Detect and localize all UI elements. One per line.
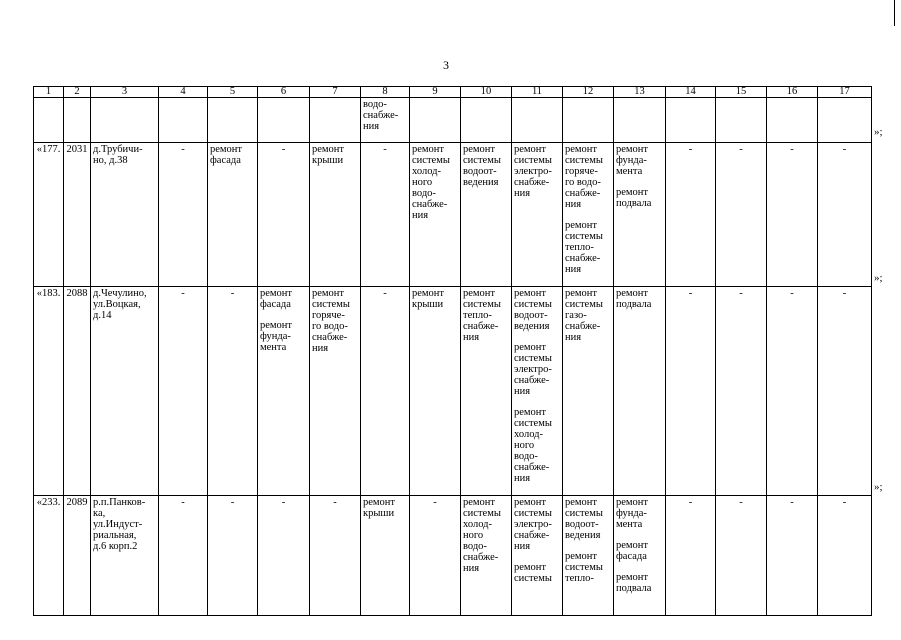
column-number: 15 (716, 87, 767, 98)
work-item (616, 288, 663, 310)
empty-dash-cell: - (310, 496, 361, 616)
empty-dash-cell: - (666, 287, 716, 496)
work-item-line: подвала (616, 198, 652, 209)
work-item-line: подвала (616, 583, 652, 594)
work-cell (512, 287, 563, 496)
work-item (463, 144, 509, 188)
work-item-line: ния (565, 332, 582, 343)
work-item-line: го водо- (312, 321, 348, 332)
work-item-line: ремонт (616, 187, 649, 198)
work-item (312, 144, 358, 166)
empty-dash-cell: - (767, 143, 818, 287)
work-item-line: системы (514, 508, 552, 519)
empty-dash-cell: - (258, 143, 310, 287)
work-item-line: ния (514, 473, 531, 484)
empty-dash-cell: - (159, 143, 208, 287)
table-cell (64, 98, 91, 143)
work-item-line: электро- (514, 519, 552, 530)
work-item-line: ния (514, 188, 531, 199)
work-item-line: го водо- (565, 177, 601, 188)
work-cell (461, 143, 512, 287)
row-end-mark: »; (874, 126, 883, 138)
work-item-line: тепло- (565, 242, 594, 253)
work-cell (512, 143, 563, 287)
work-cell (410, 287, 461, 496)
work-item-line: снабже- (312, 332, 348, 343)
work-item-line: ремонт (463, 144, 496, 155)
work-item (616, 572, 663, 594)
work-item-line: ремонт (565, 220, 598, 231)
work-item-line: системы (514, 299, 552, 310)
work-item-line: системы (565, 562, 603, 573)
cell-text-line: ния (363, 121, 380, 132)
work-item (565, 220, 611, 275)
work-cell (563, 143, 614, 287)
work-cell (461, 287, 512, 496)
work-item-line: мента (616, 166, 643, 177)
work-item-line: системы (463, 155, 501, 166)
work-item-line: системы (565, 508, 603, 519)
work-item-line: ремонт (514, 288, 547, 299)
work-item-line: системы (565, 299, 603, 310)
work-item-line: тепло- (463, 310, 492, 321)
column-number: 8 (361, 87, 410, 98)
column-number: 4 (159, 87, 208, 98)
work-item-line: ремонт (363, 497, 396, 508)
work-item-line: ремонт (514, 562, 547, 573)
work-item-line: ния (565, 264, 582, 275)
work-item (514, 407, 560, 484)
work-item-line: ремонт (412, 144, 445, 155)
work-item-line: снабже- (463, 321, 499, 332)
work-cell (361, 496, 410, 616)
column-number: 14 (666, 87, 716, 98)
work-item-line: ремонт (616, 497, 649, 508)
table-cell (310, 98, 361, 143)
work-item-line: системы (514, 155, 552, 166)
work-item (514, 288, 560, 332)
work-item-line: снабже- (514, 530, 550, 541)
work-item-line: подвала (616, 299, 652, 310)
work-item-line: ведения (565, 530, 601, 541)
work-item (565, 551, 611, 584)
work-item-line: фунда- (616, 508, 647, 519)
row-end-mark: »; (874, 272, 883, 284)
table-cell (258, 98, 310, 143)
column-number: 12 (563, 87, 614, 98)
work-item-line: фасада (210, 155, 241, 166)
work-item-line: системы (514, 418, 552, 429)
column-number: 10 (461, 87, 512, 98)
work-item-line: снабже- (565, 188, 601, 199)
page-number: 3 (443, 58, 449, 72)
work-item-line: холод- (463, 519, 492, 530)
work-cell (310, 143, 361, 287)
work-item-line: снабже- (514, 177, 550, 188)
work-item (514, 144, 560, 199)
work-item (514, 342, 560, 397)
work-item (616, 540, 663, 562)
work-item (565, 144, 611, 210)
table-cell (716, 98, 767, 143)
work-item (463, 497, 509, 574)
cell-text-line: д.Чечулино, (93, 288, 147, 299)
work-item (616, 144, 663, 177)
work-item-line: водо- (514, 451, 538, 462)
table-cell (410, 98, 461, 143)
work-item-line: системы (463, 299, 501, 310)
work-item-line: снабже- (514, 462, 550, 473)
work-item-line: системы (514, 573, 552, 584)
work-item-line: ремонт (616, 540, 649, 551)
work-item-line: фунда- (260, 331, 291, 342)
work-item (210, 144, 255, 166)
cell-text-line: водо- (363, 99, 387, 110)
work-item-line: системы (463, 508, 501, 519)
work-item-line: ремонт (565, 497, 598, 508)
work-item-line: ведения (514, 321, 550, 332)
work-item (514, 497, 560, 552)
table-cell (159, 98, 208, 143)
table-cell (767, 98, 818, 143)
continuation-row (34, 98, 872, 143)
table-row (34, 496, 872, 616)
work-item-line: системы (565, 155, 603, 166)
row-end-mark: »; (874, 481, 883, 493)
cell-text-line: риальная, (93, 530, 137, 541)
empty-dash-cell: - (208, 287, 258, 496)
page-edge-line (894, 0, 897, 26)
work-item-line: мента (616, 519, 643, 530)
work-item (260, 288, 307, 310)
work-cell (563, 496, 614, 616)
work-item-line: ремонт (565, 288, 598, 299)
work-item (412, 144, 458, 221)
empty-dash-cell: - (208, 496, 258, 616)
building-code: 2089 (64, 496, 91, 616)
work-item-line: снабже- (412, 199, 448, 210)
work-item-line: ремонт (565, 144, 598, 155)
column-number: 1 (34, 87, 64, 98)
work-item (260, 320, 307, 353)
work-item-line: электро- (514, 364, 552, 375)
building-code: 2088 (64, 287, 91, 496)
column-number: 9 (410, 87, 461, 98)
work-item-line: водо- (463, 541, 487, 552)
cell-text-line: ка, (93, 508, 106, 519)
empty-dash-cell: - (666, 143, 716, 287)
work-item (616, 497, 663, 530)
cell-text-line: р.п.Панков- (93, 497, 146, 508)
work-item-line: ремонт (260, 288, 293, 299)
table-cell (614, 98, 666, 143)
building-code: 2031 (64, 143, 91, 287)
work-item-line: ния (412, 210, 429, 221)
work-item-line: ремонт (514, 342, 547, 353)
table-cell (461, 98, 512, 143)
work-item (312, 288, 358, 354)
cell-text-line: ул.Индуст- (93, 519, 143, 530)
work-item-line: ремонт (565, 551, 598, 562)
table-cell (512, 98, 563, 143)
work-item-line: ния (514, 541, 531, 552)
work-cell (563, 287, 614, 496)
work-item-line: ремонт (514, 497, 547, 508)
work-item-line: ния (514, 386, 531, 397)
work-item-line: тепло- (565, 573, 594, 584)
empty-dash-cell: - (818, 143, 872, 287)
work-item-line: системы (412, 155, 450, 166)
work-cell (614, 287, 666, 496)
row-index: «177. (34, 143, 64, 287)
column-number: 11 (512, 87, 563, 98)
work-item-line: горяче- (565, 166, 598, 177)
work-item-line: ремонт (412, 288, 445, 299)
table-row (34, 287, 872, 496)
work-item-line: снабже- (463, 552, 499, 563)
work-item-line: горяче- (312, 310, 345, 321)
table-cell (34, 98, 64, 143)
work-item-line: крыши (312, 155, 344, 166)
address-cell (91, 143, 159, 287)
table-cell (563, 98, 614, 143)
work-cell (258, 287, 310, 496)
work-item-line: ния (463, 563, 480, 574)
work-item-line: системы (514, 353, 552, 364)
row-index: «233. (34, 496, 64, 616)
empty-dash-cell: - (716, 496, 767, 616)
cell-text-line: д.6 корп.2 (93, 541, 138, 552)
column-number: 2 (64, 87, 91, 98)
work-item (565, 288, 611, 343)
work-item-line: ния (565, 199, 582, 210)
work-item-line: водо- (412, 188, 436, 199)
work-item-line: холод- (412, 166, 441, 177)
empty-dash-cell: - (361, 143, 410, 287)
cell-text-line: д.14 (93, 310, 112, 321)
work-item-line: фунда- (616, 155, 647, 166)
column-number: 5 (208, 87, 258, 98)
work-cell (461, 496, 512, 616)
cell-text-line: снабже- (363, 110, 399, 121)
work-item-line: холод- (514, 429, 543, 440)
work-item-line: фасада (260, 299, 291, 310)
empty-dash-cell: - (410, 496, 461, 616)
empty-dash-cell: - (159, 496, 208, 616)
work-item-line: системы (312, 299, 350, 310)
work-item-line: водоот- (565, 519, 599, 530)
work-item (616, 187, 663, 209)
cell-text-line: ул.Воцкая, (93, 299, 141, 310)
work-cell (208, 143, 258, 287)
empty-dash-cell: - (818, 287, 872, 496)
empty-dash-cell: - (159, 287, 208, 496)
cell-text-line: д.Трубичи- (93, 144, 143, 155)
work-item-line: водоот- (514, 310, 548, 321)
work-item-line: ремонт (260, 320, 293, 331)
work-item-line: ремонт (463, 288, 496, 299)
table-cell (208, 98, 258, 143)
work-item-line: мента (260, 342, 287, 353)
empty-dash-cell: - (716, 287, 767, 496)
work-item-line: ния (312, 343, 329, 354)
empty-dash-cell: - (258, 496, 310, 616)
work-item-line: ремонт (514, 144, 547, 155)
column-number: 7 (310, 87, 361, 98)
address-cell (91, 496, 159, 616)
column-number-row (34, 87, 872, 98)
work-item-line: газо- (565, 310, 587, 321)
work-cell (512, 496, 563, 616)
work-item-line: ремонт (616, 572, 649, 583)
work-item-line: ремонт (463, 497, 496, 508)
work-item-line: крыши (412, 299, 444, 310)
work-item-line: ного (514, 440, 535, 451)
address-cell (91, 287, 159, 496)
work-item-line: снабже- (514, 375, 550, 386)
work-cell (410, 143, 461, 287)
work-item-line: ного (412, 177, 433, 188)
table-row (34, 143, 872, 287)
row-index: «183. (34, 287, 64, 496)
work-item (565, 497, 611, 541)
work-item-line: системы (565, 231, 603, 242)
column-number: 3 (91, 87, 159, 98)
work-item (463, 288, 509, 343)
work-item-line: ремонт (312, 144, 345, 155)
table-cell (91, 98, 159, 143)
empty-dash-cell: - (767, 287, 818, 496)
work-item-line: ремонт (616, 288, 649, 299)
work-item-line: ремонт (514, 407, 547, 418)
work-item-line: снабже- (565, 321, 601, 332)
work-item-line: фасада (616, 551, 647, 562)
work-item (514, 562, 560, 584)
work-item-line: ремонт (312, 288, 345, 299)
table-cell (818, 98, 872, 143)
repair-schedule-table (33, 86, 872, 616)
work-cell (310, 287, 361, 496)
work-cell (614, 143, 666, 287)
work-item-line: ремонт (210, 144, 243, 155)
column-number: 17 (818, 87, 872, 98)
empty-dash-cell: - (716, 143, 767, 287)
work-item-line: электро- (514, 166, 552, 177)
work-item-line: крыши (363, 508, 395, 519)
table-cell (361, 98, 410, 143)
work-item-line: ного (463, 530, 484, 541)
work-item-line: водоот- (463, 166, 497, 177)
column-number: 13 (614, 87, 666, 98)
column-number: 6 (258, 87, 310, 98)
cell-text-line: но, д.38 (93, 155, 128, 166)
work-item-line: ведения (463, 177, 499, 188)
empty-dash-cell: - (361, 287, 410, 496)
work-cell (614, 496, 666, 616)
work-item-line: ремонт (616, 144, 649, 155)
empty-dash-cell: - (818, 496, 872, 616)
work-item (363, 497, 407, 519)
work-item (412, 288, 458, 310)
empty-dash-cell: - (666, 496, 716, 616)
empty-dash-cell: - (767, 496, 818, 616)
table-cell (666, 98, 716, 143)
column-number: 16 (767, 87, 818, 98)
work-item-line: снабже- (565, 253, 601, 264)
work-item-line: ния (463, 332, 480, 343)
